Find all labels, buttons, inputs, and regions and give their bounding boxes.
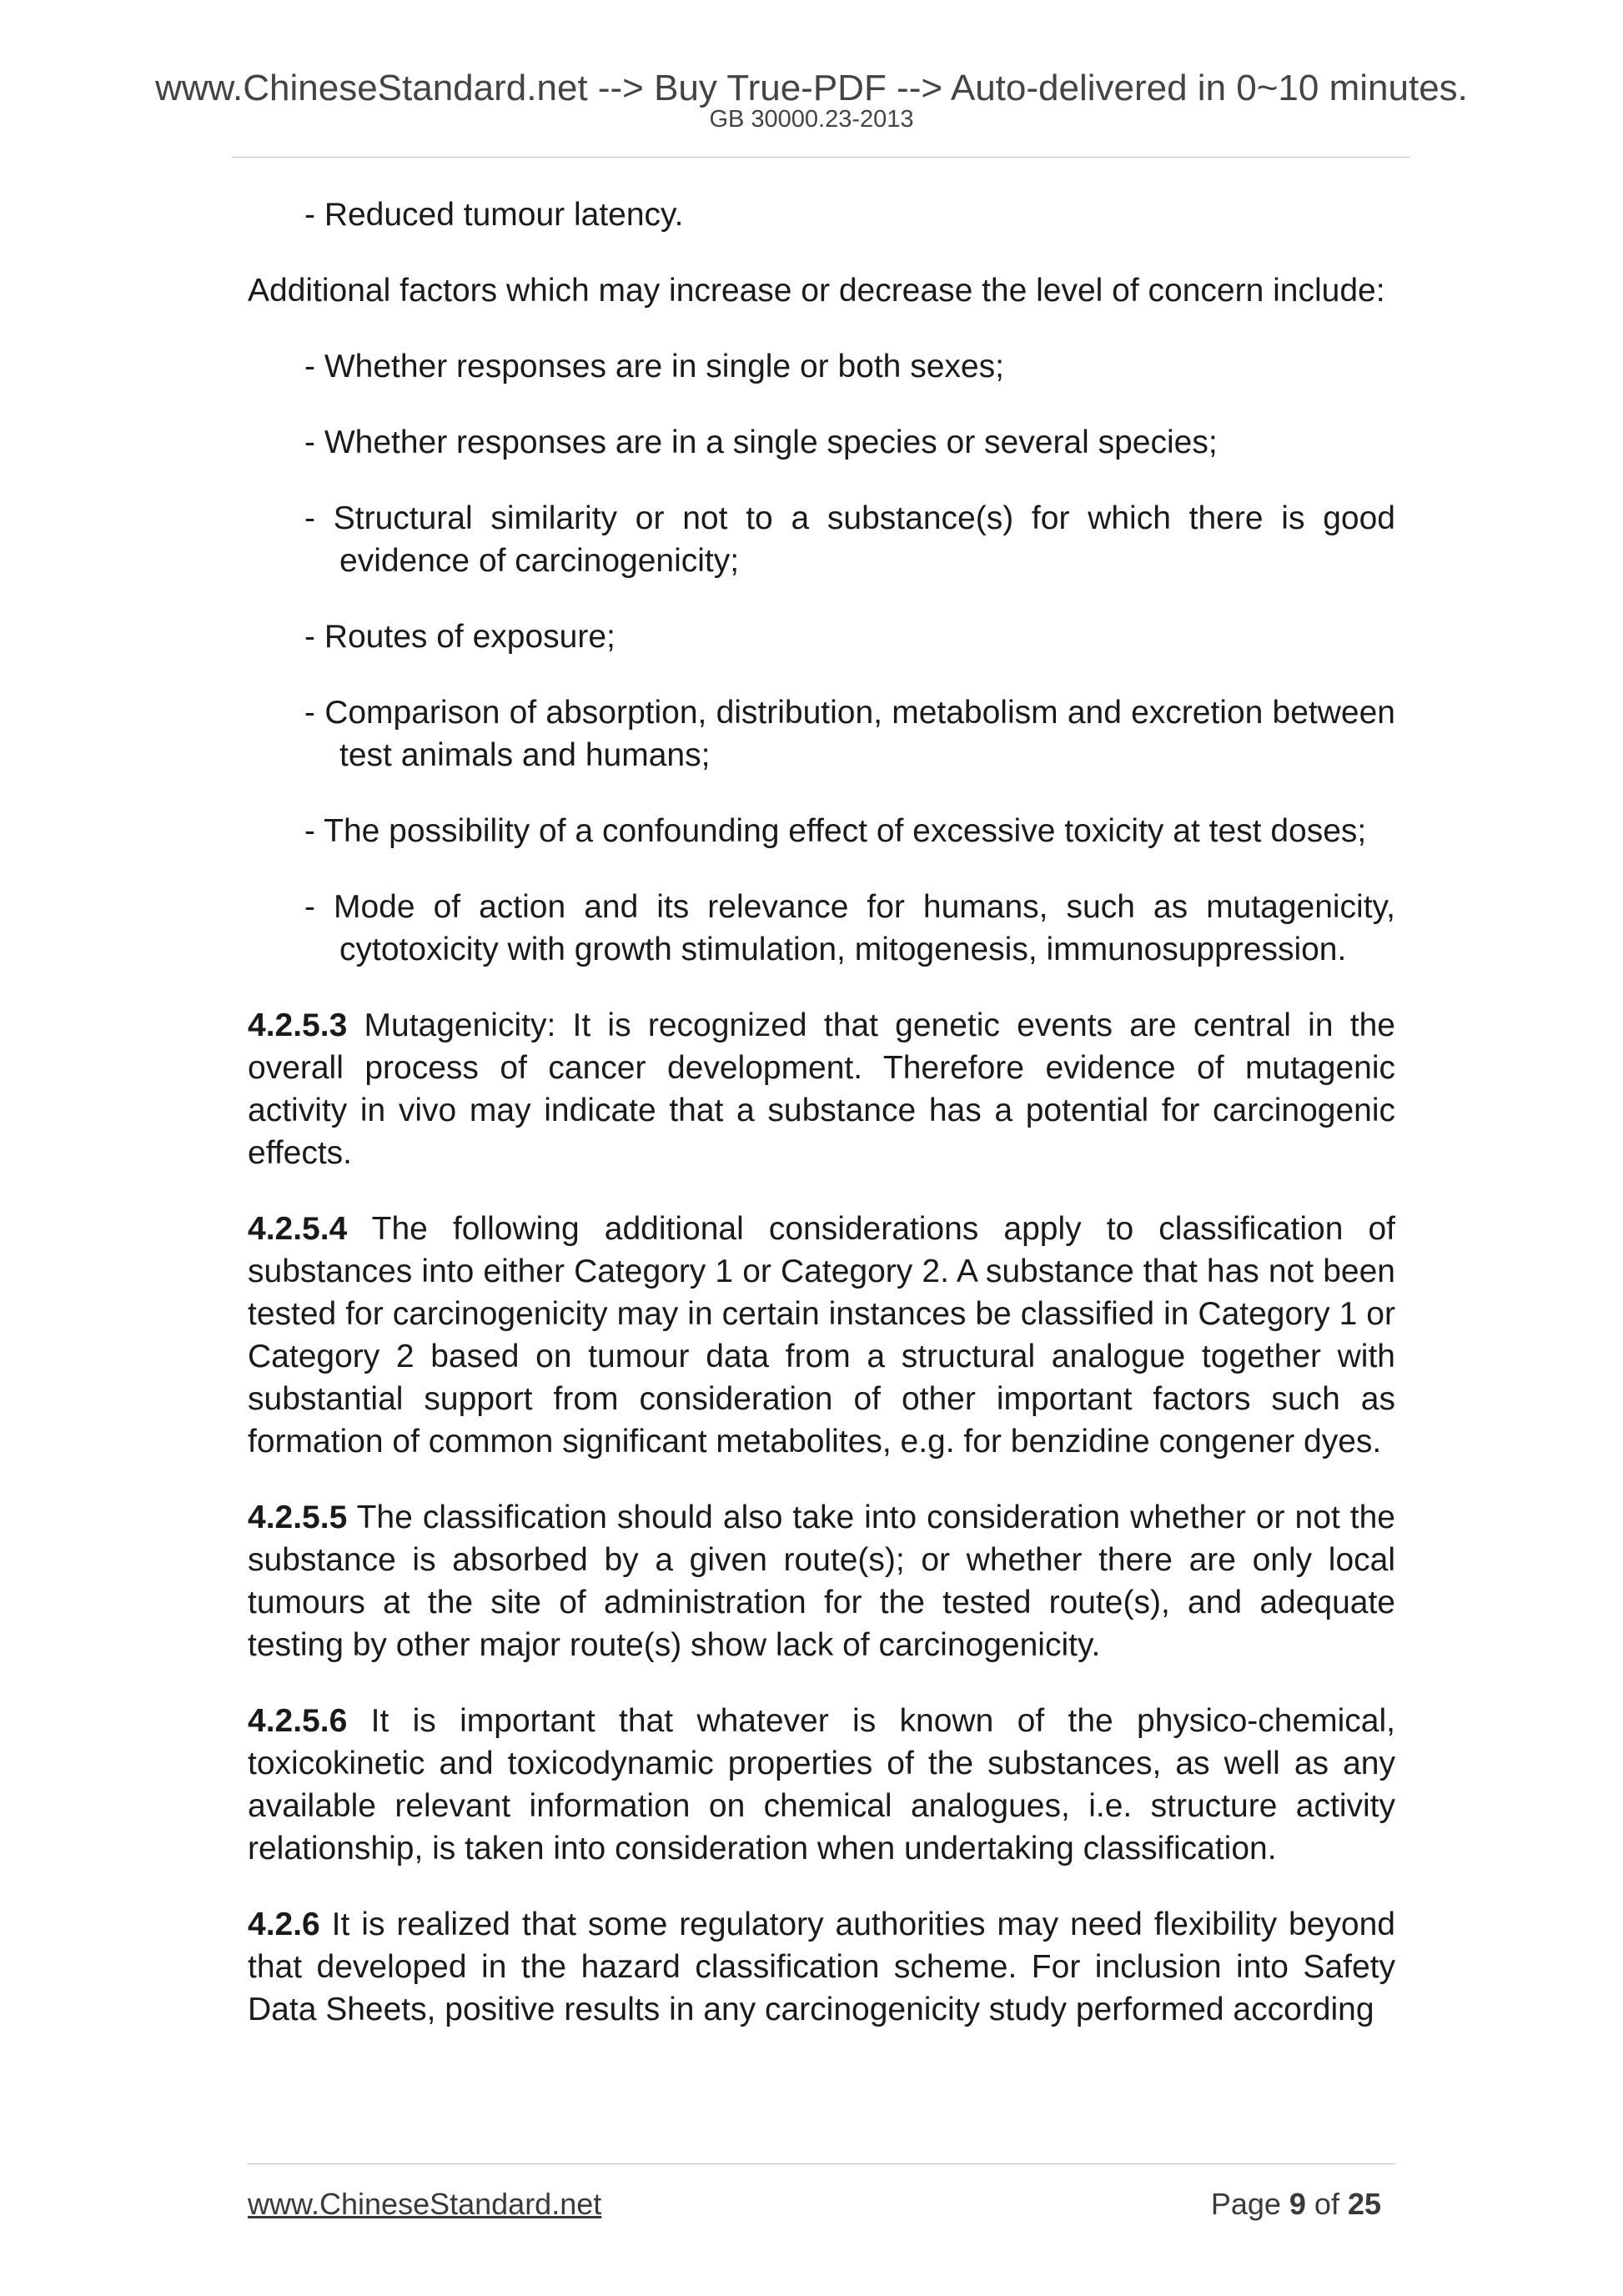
clause-number: 4.2.5.4	[248, 1211, 348, 1247]
factor-item: - Comparison of absorption, distribution, metabolism and excretion between test animals and humans;	[304, 695, 1395, 773]
factor-item: - Structural similarity or not to a substance(s) for which there is good evidence of carcinogenicity;	[304, 500, 1395, 579]
clause-4-2-6	[248, 1903, 1395, 2031]
factor-item: - Routes of exposure;	[304, 619, 616, 655]
clause-number: 4.2.5.3	[248, 1007, 348, 1043]
clause-text: The following additional considerations apply to classification of substances into either Category 1 or Category 2. A substance that has not been tested for carcinogenicity may in certain instances be classified in Category 1 or Category 2 based on tumour data from a structural analogue together with substantial support from consideration of other important factors such as formation of common significant metabolites, e.g. for benzidine congener dyes.	[248, 1211, 1395, 1459]
header-banner: www.ChineseStandard.net --> Buy True-PDF --> Auto-delivered in 0~10 minutes.	[155, 68, 1468, 108]
standard-code: GB 30000.23-2013	[709, 106, 914, 133]
page-total: 25	[1347, 2187, 1381, 2221]
clause-number: 4.2.5.5	[248, 1500, 348, 1535]
clause-4-2-5-6	[248, 1700, 1395, 1870]
clause-text: It is realized that some regulatory authorities may need flexibility beyond that developed in the hazard classification scheme. For inclusion into Safety Data Sheets, positive results in any carcinogenicity study performed according	[248, 1907, 1395, 2027]
clause-4-2-5-4	[248, 1208, 1395, 1463]
clause-4-2-5-5	[248, 1496, 1395, 1666]
clause-text: Mutagenicity: It is recognized that genetic events are central in the overall process of cancer development. Therefore evidence of mutagenic activity in vivo may indicate that a substance has a potential for carcinogenic effects.	[248, 1007, 1395, 1171]
factor-item: - Whether responses are in single or both sexes;	[304, 349, 1004, 384]
factor-item: - Whether responses are in a single species or several species;	[304, 425, 1218, 460]
page-of: of	[1305, 2187, 1348, 2221]
factor-item: - The possibility of a confounding effect of excessive toxicity at test doses;	[304, 813, 1367, 849]
page-current: 9	[1289, 2187, 1306, 2221]
clause-number: 4.2.5.6	[248, 1703, 348, 1739]
clause-text: The classification should also take into consideration whether or not the substance is absorbed by a given route(s); or whether there are only local tumours at the site of administration for the tested route(s), and adequate testing by other major route(s) show lack of carcinogenicity.	[248, 1500, 1395, 1663]
header-divider	[232, 157, 1409, 158]
clause-4-2-5-3	[248, 1004, 1395, 1174]
page-prefix: Page	[1210, 2187, 1289, 2221]
clause-number: 4.2.6	[248, 1907, 320, 1942]
additional-factors-intro: Additional factors which may increase or decrease the level of concern include:	[248, 273, 1385, 309]
footer-divider	[248, 2163, 1395, 2164]
footer-site-link[interactable]: www.ChineseStandard.net	[248, 2187, 602, 2221]
document-body	[248, 193, 1395, 2064]
clause-text: It is important that whatever is known of the physico-chemical, toxicokinetic and toxicodynamic properties of the substances, as well as any available relevant information on chemical analogues, i.e. structure activity relationship, is taken into consideration when undertaking classification.	[248, 1703, 1395, 1866]
bullet-reduced-latency: - Reduced tumour latency.	[304, 197, 684, 233]
page-indicator	[1211, 2187, 1381, 2222]
factor-item: - Mode of action and its relevance for humans, such as mutagenicity, cytotoxicity with growth stimulation, mitogenesis, immunosuppression.	[304, 889, 1395, 967]
